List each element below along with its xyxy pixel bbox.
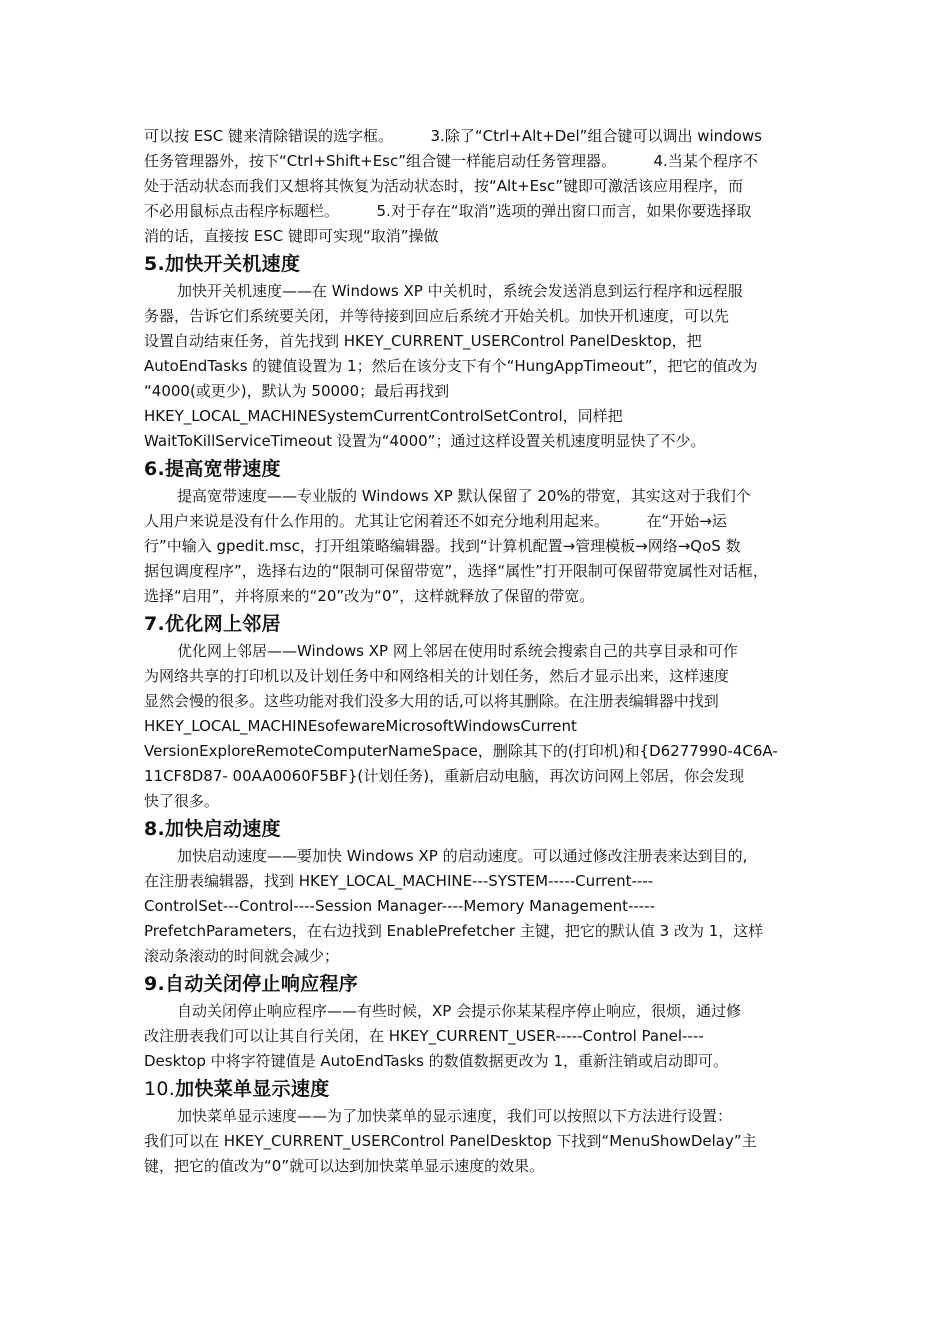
section-heading <box>144 609 812 639</box>
body-line: 设置自动结束任务，首先找到 HKEY_CURRENT_USERControl PanelDesktop，把 <box>144 332 702 350</box>
intro-line: 消的话，直接按 ESC 键即可实现“取消”操做 <box>144 227 439 245</box>
section-number: 5. <box>144 253 166 275</box>
body-line: 提高宽带速度——专业版的 Windows XP 默认保留了 20%的带宽，其实这对于我们个 <box>177 487 751 505</box>
section-heading <box>144 814 812 844</box>
body-line: 键，把它的值改为“0”就可以达到加快菜单显示速度的效果。 <box>144 1157 545 1175</box>
body-line: 在注册表编辑器，找到 HKEY_LOCAL_MACHINE---SYSTEM-----Current---- <box>144 872 654 890</box>
body-line: 优化网上邻居——Windows XP 网上邻居在使用时系统会搜索自己的共享目录和可作 <box>177 642 738 660</box>
body-line: VersionExploreRemoteComputerNameSpace，删除其下的(打印机)和{D6277990-4C6A- <box>144 742 778 760</box>
section-heading <box>144 969 812 999</box>
body-line: 加快启动速度——要加快 Windows XP 的启动速度。可以通过修改注册表来达到目的, <box>177 847 748 865</box>
intro-line: 不必用鼠标点击程序标题栏。 5.对于存在“取消”选项的弹出窗口而言，如果你要选择取 <box>144 202 752 220</box>
body-line: “4000(或更少)，默认为 50000；最后再找到 <box>144 382 450 400</box>
body-line: Desktop 中将字符键值是 AutoEndTasks 的数值数据更改为 1，重新注销或启动即可。 <box>144 1052 728 1070</box>
intro-line: 处于活动状态而我们又想将其恢复为活动状态时，按“Alt+Esc”键即可激活该应用程序，而 <box>144 177 743 195</box>
body-line: 显然会慢的很多。这些功能对我们没多大用的话,可以将其删除。在注册表编辑器中找到 <box>144 692 719 710</box>
body-line: 加快开关机速度——在 Windows XP 中关机时，系统会发送消息到运行程序和远程服 <box>177 282 743 300</box>
body-line: 为网络共享的打印机以及计划任务中和网络相关的计划任务，然后才显示出来，这样速度 <box>144 667 730 685</box>
section-title: 提高宽带速度 <box>165 458 281 480</box>
body-line: 改注册表我们可以让其自行关闭，在 HKEY_CURRENT_USER-----Control Panel---- <box>144 1027 704 1045</box>
body-line: 行”中输入 gpedit.msc，打开组策略编辑器。找到“计算机配置→管理模板→网络→QoS 数 <box>144 537 741 555</box>
section-body <box>144 844 812 969</box>
body-line: 11CF8D87- 00AA0060F5BF}(计划任务)，重新启动电脑，再次访问网上邻居，你会发现 <box>144 767 745 785</box>
section-number: 6. <box>144 458 166 480</box>
section-number: 9. <box>144 973 166 995</box>
body-line: ControlSet---Control----Session Manager----Memory Management----- <box>144 897 656 915</box>
section-title: 自动关闭停止响应程序 <box>165 973 359 995</box>
document-page <box>144 124 812 1179</box>
body-line: AutoEndTasks 的键值设置为 1；然后在该分支下有个“HungAppTimeout”，把它的值改为 <box>144 357 758 375</box>
body-line: 我们可以在 HKEY_CURRENT_USERControl PanelDesktop 下找到“MenuShowDelay”主 <box>144 1132 757 1150</box>
section-title: 加快菜单显示速度 <box>175 1078 330 1100</box>
body-line: 滚动条滚动的时间就会减少； <box>144 947 340 965</box>
intro-line: 可以按 ESC 键来清除错误的选字框。 3.除了“Ctrl+Alt+Del”组合键可以调出 windows <box>144 127 762 145</box>
body-line: 自动关闭停止响应程序——有些时候，XP 会提示你某某程序停止响应，很烦，通过修 <box>177 1002 742 1020</box>
intro-line: 任务管理器外，按下“Ctrl+Shift+Esc”组合键一样能启动任务管理器。 4.当某个程序不 <box>144 152 758 170</box>
body-line: 人用户来说是没有什么作用的。尤其让它闲着还不如充分地利用起来。 在“开始→运 <box>144 512 727 530</box>
section-title: 加快启动速度 <box>165 818 281 840</box>
section-body <box>144 639 812 814</box>
intro-paragraph <box>144 124 812 249</box>
section-body <box>144 1104 812 1179</box>
section-body <box>144 999 812 1074</box>
section-body <box>144 484 812 609</box>
section-title: 加快开关机速度 <box>165 253 301 275</box>
body-line: 快了很多。 <box>144 792 220 810</box>
section-title: 优化网上邻居 <box>165 613 281 635</box>
body-line: 选择“启用”，并将原来的“20”改为“0”，这样就释放了保留的带宽。 <box>144 587 595 605</box>
section-number: 8. <box>144 818 166 840</box>
body-line: HKEY_LOCAL_MACHINEsofewareMicrosoftWindowsCurrent <box>144 717 577 735</box>
section-number: 7. <box>144 613 166 635</box>
body-line: PrefetchParameters，在右边找到 EnablePrefetcher 主键，把它的默认值 3 改为 1，这样 <box>144 922 764 940</box>
body-line: HKEY_LOCAL_MACHINESystemCurrentControlSetControl，同样把 <box>144 407 623 425</box>
section-body <box>144 279 812 454</box>
section-heading <box>144 249 812 279</box>
body-line: WaitToKillServiceTimeout 设置为“4000”；通过这样设置关机速度明显快了不少。 <box>144 432 706 450</box>
section-heading <box>144 1074 812 1104</box>
body-line: 加快菜单显示速度——为了加快菜单的显示速度，我们可以按照以下方法进行设置： <box>177 1107 733 1125</box>
body-line: 务器，告诉它们系统要关闭，并等待接到回应后系统才开始关机。加快开机速度，可以先 <box>144 307 730 325</box>
section-number: 10. <box>144 1078 176 1100</box>
body-line: 据包调度程序”，选择右边的“限制可保留带宽”，选择“属性”打开限制可保留带宽属性对话框， <box>144 562 768 580</box>
section-heading <box>144 454 812 484</box>
